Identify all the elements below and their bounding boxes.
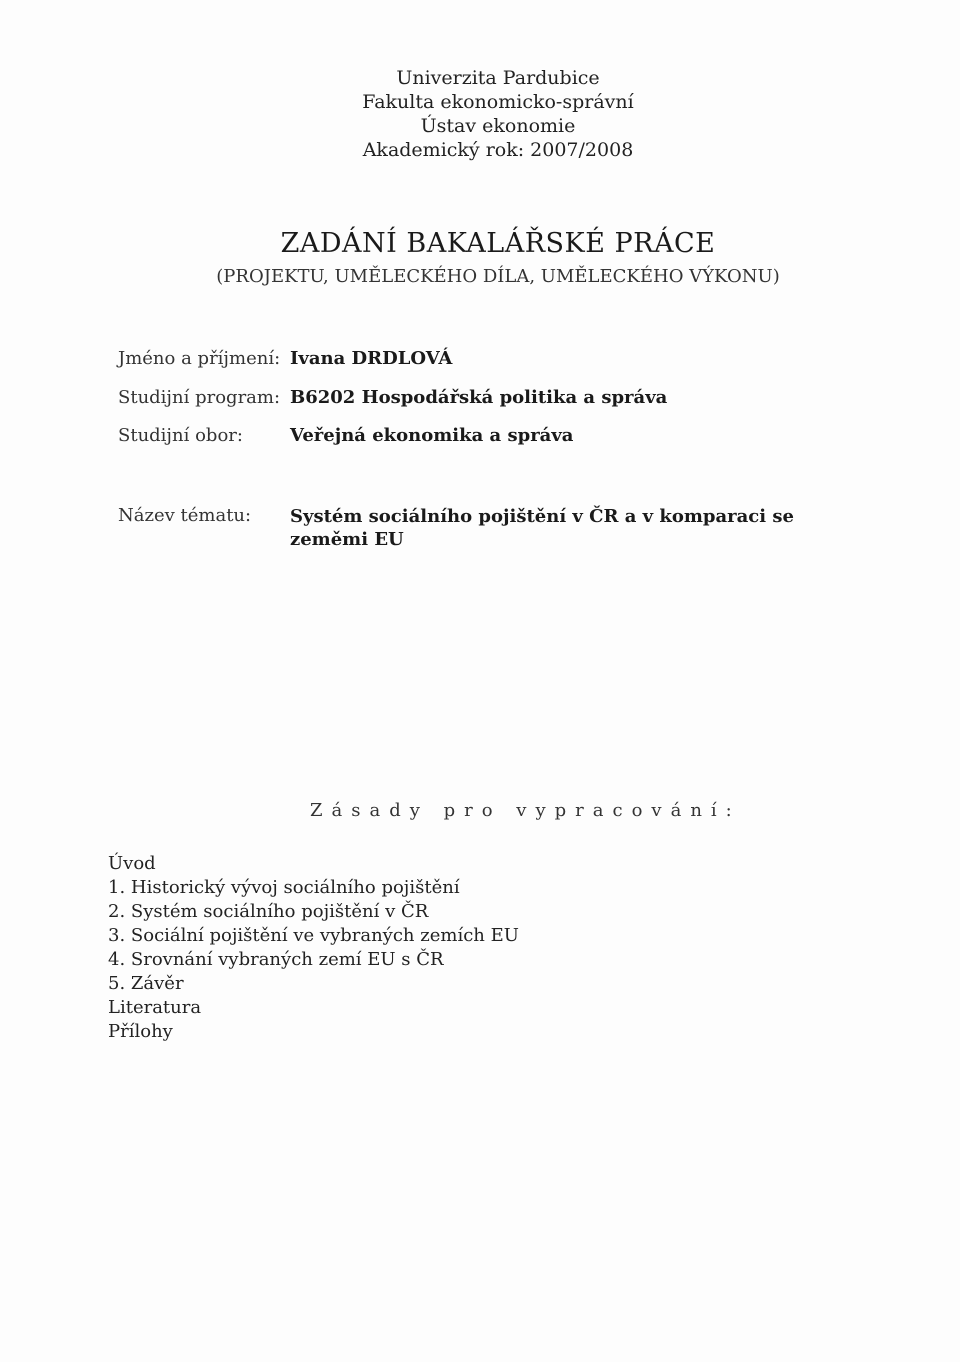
guidelines-outline bbox=[108, 852, 519, 1044]
program-value: B6202 Hospodářská politika a správa bbox=[290, 387, 668, 408]
academic-year: Akademický rok: 2007/2008 bbox=[362, 139, 634, 161]
name-value: Ivana DRDLOVÁ bbox=[290, 348, 453, 369]
document-title: ZADÁNÍ BAKALÁŘSKÉ PRÁCE bbox=[280, 228, 716, 259]
outline-item: 4. Srovnání vybraných zemí EU s ČR bbox=[108, 949, 444, 970]
topic-label: Název tématu: bbox=[118, 505, 252, 526]
institute-name: Ústav ekonomie bbox=[420, 115, 576, 137]
outline-item: 3. Sociální pojištění ve vybraných zemích EU bbox=[108, 925, 519, 946]
outline-item: 2. Systém sociálního pojištění v ČR bbox=[108, 901, 429, 922]
outline-item: Přílohy bbox=[108, 1021, 173, 1042]
outline-item: Úvod bbox=[108, 853, 156, 874]
program-label: Studijní program: bbox=[118, 387, 281, 408]
document-subtitle: (PROJEKTU, UMĚLECKÉHO DÍLA, UMĚLECKÉHO VÝKONU) bbox=[216, 266, 780, 287]
guidelines-heading: Zásady pro vypracování: bbox=[310, 800, 741, 821]
university-name: Univerzita Pardubice bbox=[396, 67, 600, 89]
topic-value: Systém sociálního pojištění v ČR a v komparaci se zeměmi EU bbox=[290, 506, 794, 550]
outline-item: Literatura bbox=[108, 997, 202, 1018]
faculty-name: Fakulta ekonomicko-správní bbox=[362, 91, 634, 113]
name-label: Jméno a příjmení: bbox=[118, 348, 281, 369]
field-of-study-value: Veřejná ekonomika a správa bbox=[290, 425, 574, 446]
document-header bbox=[0, 66, 960, 162]
outline-item: 1. Historický vývoj sociálního pojištění bbox=[108, 877, 460, 898]
outline-item: 5. Závěr bbox=[108, 973, 184, 994]
field-of-study-label: Studijní obor: bbox=[118, 425, 243, 446]
